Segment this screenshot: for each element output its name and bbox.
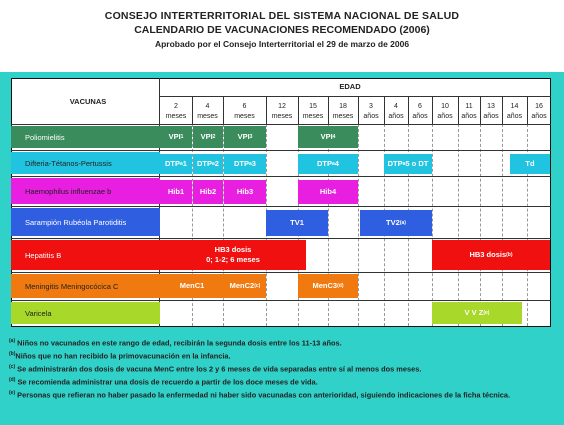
age-column-dashed-divider — [458, 124, 459, 326]
vaccine-row-label: Difteria-Tétanos-Pertussis — [11, 152, 160, 174]
footnote-mark: (e) — [9, 389, 16, 396]
vaccine-row-label: Varicela — [11, 302, 160, 324]
age-number: 4 — [394, 103, 398, 110]
age-column-header — [527, 102, 551, 121]
cell-sup: (b) — [506, 252, 513, 258]
age-column-header — [502, 102, 527, 121]
age-number: 2 — [174, 103, 178, 110]
age-unit: años — [531, 112, 547, 120]
cell-menc3 — [298, 274, 358, 298]
vaccine-row-label: Haemophilus influenzae b — [11, 178, 160, 204]
title-line-3: Aprobado por el Consejo Interterritorial el 29 de marzo de 2006 — [154, 39, 410, 49]
cell-sub: a — [249, 161, 252, 167]
age-number: 4 — [205, 103, 210, 110]
cell-vpi3 — [224, 126, 266, 148]
cell-vpi4 — [298, 126, 358, 148]
age-number: 16 — [535, 103, 543, 110]
age-number: 6 — [418, 103, 422, 110]
cell-text: VPI — [320, 132, 333, 141]
age-column-dashed-divider — [358, 124, 359, 326]
cell-text: DTP — [387, 159, 403, 168]
footnote-text: Personas que refieran no haber pasado la enfermedad ni haber sido vacunadas con anterioridad, siguiendo indicaciones de la ficha técnica. — [15, 390, 511, 400]
age-number: 12 — [278, 103, 286, 110]
row-divider — [11, 272, 551, 273]
vaccine-row-label: Poliomielitis — [11, 126, 160, 148]
cell-sub: 4 — [332, 134, 336, 140]
footnote — [9, 388, 554, 401]
age-unit: meses — [197, 112, 218, 120]
age-unit: años — [412, 112, 428, 120]
vaccine-row-label: Meningitis Meningocócica C — [11, 274, 160, 298]
cell-sup: (d) — [337, 283, 344, 289]
cell-text: HB3 dosis — [214, 245, 252, 254]
age-column-header — [432, 102, 458, 121]
footnote-mark: (b) — [9, 350, 16, 357]
cell-text: VPI — [168, 132, 181, 141]
cell-menc2 — [224, 274, 266, 298]
cell-text: VPI — [200, 132, 213, 141]
cell-dtp3 — [224, 154, 266, 174]
cell-vvz — [432, 302, 522, 324]
cell-dtp5 — [384, 154, 432, 174]
footnote — [9, 375, 554, 388]
age-number: 14 — [510, 103, 519, 110]
cell-text: TV2 — [386, 218, 400, 227]
footnote — [9, 362, 554, 375]
cell-text: VPI — [237, 132, 250, 141]
age-unit: años — [506, 112, 523, 120]
footnote-text: Niños que no han recibido la primovacunación en la infancia. — [15, 351, 231, 361]
age-column-header — [408, 102, 432, 121]
cell-sub: a — [212, 161, 215, 167]
vaccines-header: VACUNAS — [69, 97, 107, 106]
age-unit: meses — [332, 112, 354, 120]
age-column-header — [328, 102, 358, 121]
cell-text: V V Z — [464, 308, 484, 317]
cell-text: 3 — [251, 159, 256, 168]
footnote-text: Se recomienda administrar una dosis de recuerdo a partir de los doce meses de vida. — [15, 377, 318, 387]
vaccine-row-label: Hepatitis B — [11, 240, 160, 270]
cell-text: MenC3 — [312, 281, 338, 290]
cell-sub: 2 — [212, 134, 216, 140]
cell-menc1: MenC1 — [160, 274, 224, 298]
cell-text: 4 — [334, 159, 339, 168]
row-divider — [11, 300, 551, 301]
cell-hib4: Hib4 — [298, 180, 358, 204]
cell-td: Td — [510, 154, 550, 174]
age-number: 6 — [242, 103, 247, 110]
cell-text: DTP — [197, 159, 213, 168]
age-unit: años — [483, 112, 499, 120]
age-unit: años — [388, 112, 404, 120]
age-number: 3 — [369, 103, 373, 110]
age-number: 13 — [487, 103, 495, 110]
cell-sub: a — [402, 161, 406, 167]
age-column-dashed-divider — [480, 124, 481, 326]
age-number: 18 — [339, 103, 347, 110]
footnote-mark: (c) — [9, 363, 16, 370]
footnotes — [9, 336, 554, 401]
age-header: EDAD — [339, 82, 361, 91]
row-divider — [11, 176, 551, 177]
cell-text: DTP — [317, 159, 333, 168]
age-unit: años — [461, 112, 477, 120]
cell-text: DTP — [234, 159, 250, 168]
cell-hib1: Hib1 — [160, 180, 192, 204]
row-divider — [11, 238, 551, 239]
cell-sup: (e) — [483, 310, 490, 316]
age-column-dashed-divider — [432, 124, 433, 326]
cell-tv2 — [360, 210, 432, 236]
cell-text: 2 — [214, 159, 219, 168]
age-header-divider — [160, 96, 551, 97]
age-unit: meses — [165, 112, 187, 120]
age-unit: años — [363, 112, 379, 120]
footnote-text: Niños no vacunados en este rango de edad, recibirán la segunda dosis entre los 11-13 años. — [15, 338, 342, 348]
age-column-header — [480, 102, 502, 121]
cell-text: MenC2 — [229, 281, 255, 290]
title-line-1: CONSEJO INTERTERRITORIAL DEL SISTEMA NACIONAL DE SALUD — [104, 10, 460, 22]
footnote-mark: (d) — [9, 376, 16, 383]
age-unit: meses — [271, 112, 293, 120]
age-number: 15 — [309, 103, 317, 110]
cell-sup: (a) — [399, 220, 406, 226]
cell-hb3-catchup — [432, 240, 550, 270]
age-number: 11 — [465, 103, 473, 110]
cell-sub: a — [180, 161, 183, 167]
cell-sub: 3 — [249, 134, 253, 140]
age-column-header — [458, 102, 480, 121]
age-column-header — [384, 102, 408, 121]
age-unit: meses — [234, 112, 255, 120]
cell-hib3: Hib3 — [224, 180, 266, 204]
cell-dtp4 — [298, 154, 358, 174]
cell-sub: a — [332, 161, 335, 167]
cell-text: HB3 dosis — [469, 250, 507, 259]
row-divider — [11, 124, 551, 125]
age-number: 10 — [441, 103, 449, 110]
vaccine-row-label: Sarampión Rubéola Parotiditis — [11, 208, 160, 236]
cell-sup: (c) — [254, 283, 261, 289]
age-unit: años — [437, 112, 453, 120]
age-column-header — [160, 102, 192, 121]
footnote — [9, 336, 554, 349]
cell-hib2: Hib2 — [193, 180, 223, 204]
age-column-header — [223, 102, 266, 121]
row-divider — [11, 150, 551, 151]
cell-text: 1 — [182, 159, 187, 168]
footnote-mark: (a) — [9, 338, 16, 344]
age-column-header — [358, 102, 384, 121]
cell-sub: 1 — [180, 134, 184, 140]
age-column-header — [192, 102, 223, 121]
footnote — [9, 349, 554, 362]
cell-text: 5 o DT — [405, 159, 429, 168]
age-unit: meses — [302, 112, 324, 120]
cell-dtp1 — [160, 154, 192, 174]
cell-vpi1 — [160, 126, 192, 148]
cell-dtp2 — [193, 154, 223, 174]
cell-text: 0; 1-2; 6 meses — [206, 255, 260, 264]
cell-vpi2 — [193, 126, 223, 148]
cell-hb3 — [160, 240, 306, 270]
age-column-header — [298, 102, 328, 121]
age-column-dashed-divider — [502, 124, 503, 326]
row-divider — [11, 206, 551, 207]
footnote-text: Se administrarán dos dosis de vacuna MenC entre los 2 y 6 meses de vida separadas entre sí al menos dos meses. — [15, 364, 422, 374]
cell-text: DTP — [165, 159, 181, 168]
age-column-header — [266, 102, 298, 121]
cell-tv1: TV1 — [266, 210, 328, 236]
title-line-2: CALENDARIO DE VACUNACIONES RECOMENDADO (2006) — [134, 24, 430, 36]
